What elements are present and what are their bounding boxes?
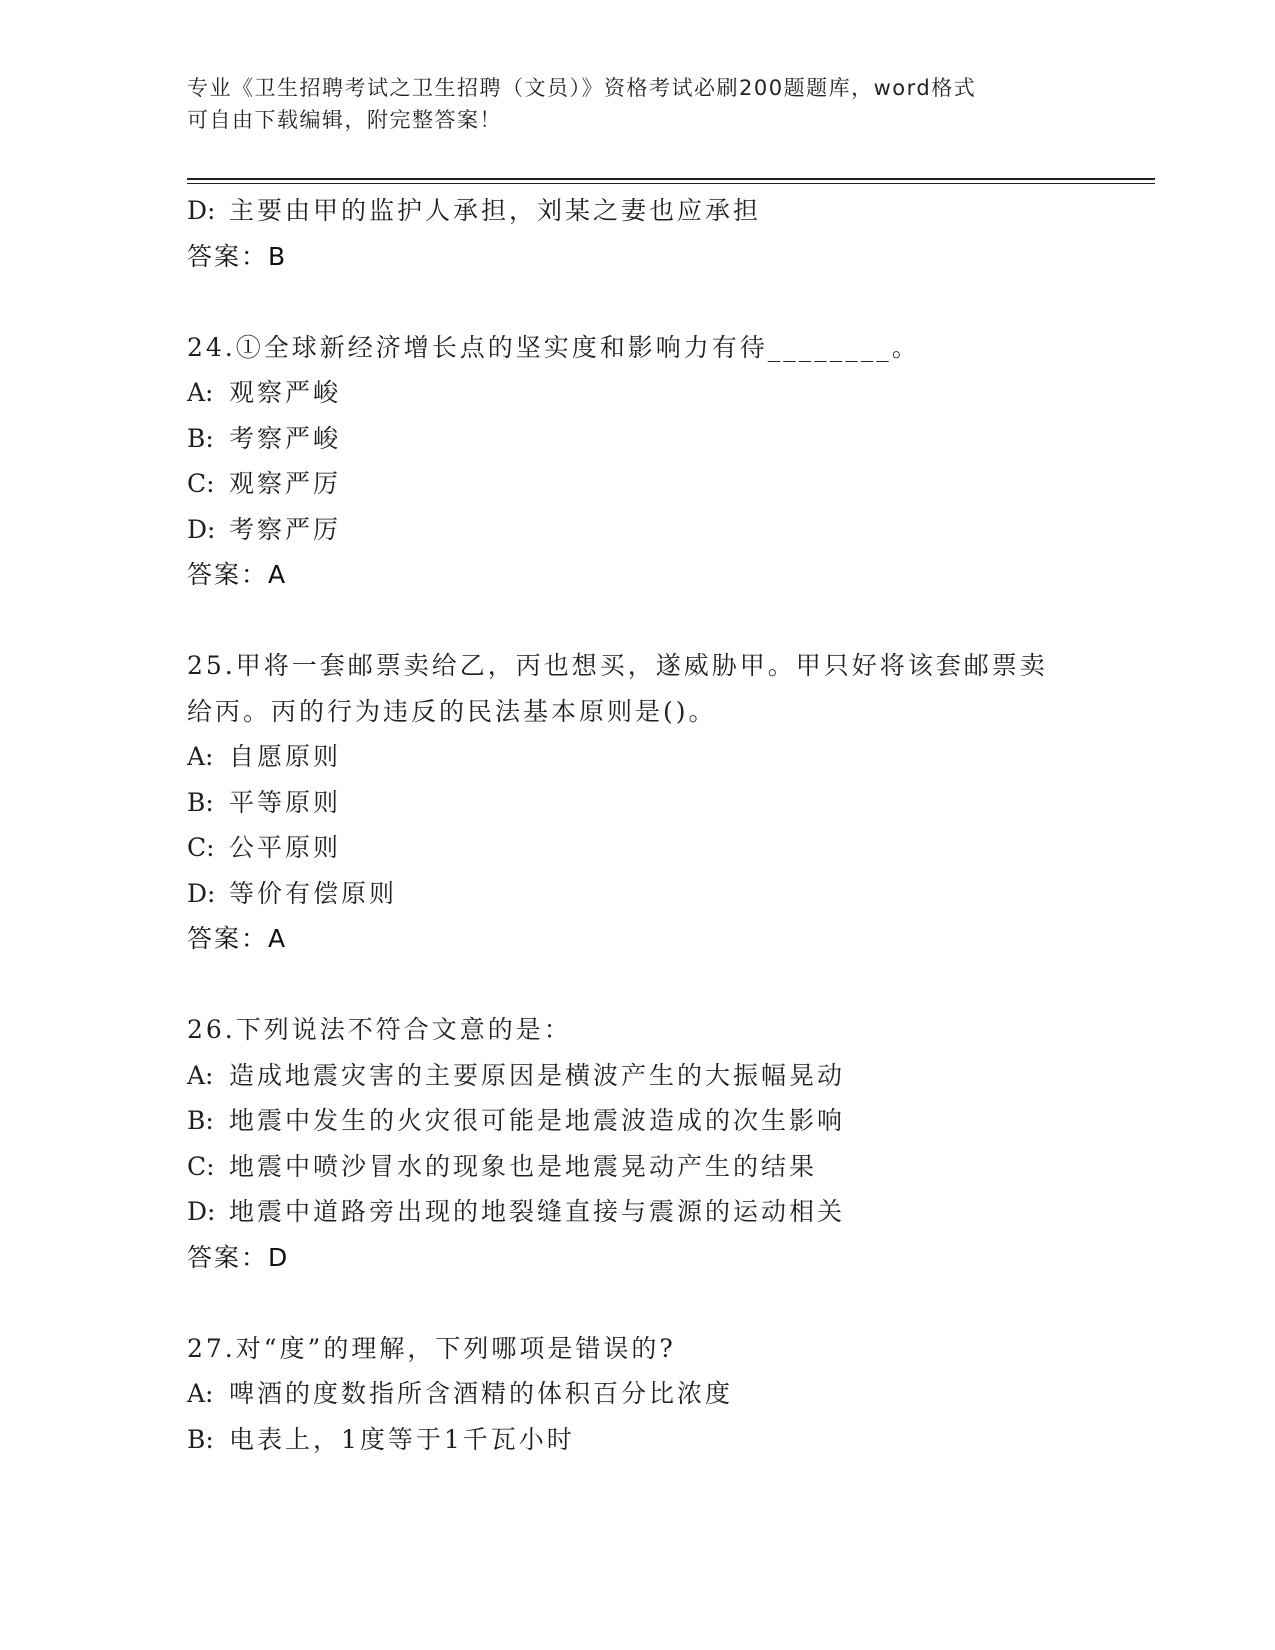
option-d [187, 871, 1155, 917]
option-text: 平等原则 [229, 787, 342, 817]
question-list [187, 188, 1155, 1462]
option-a [187, 1371, 1155, 1417]
question-stem: 24.①全球新经济增长点的坚实度和影响力有待________。 [187, 332, 920, 362]
option-text: 观察严厉 [229, 469, 342, 498]
spacer [187, 962, 1155, 1008]
question-stem: 25.甲将一套邮票卖给乙，丙也想买，遂威胁甲。甲只好将该套邮票卖 [187, 651, 1048, 680]
option-text: 地震中喷沙冒水的现象也是地震晃动产生的结果 [229, 1151, 818, 1181]
question-stem: 26.下列说法不符合文意的是： [187, 1015, 572, 1044]
spacer [187, 1280, 1155, 1326]
option-letter: C: [187, 469, 215, 498]
option-text: 地震中发生的火灾很可能是地震波造成的次生影响 [229, 1106, 846, 1135]
option-text: 考察严厉 [229, 514, 342, 544]
option-a [187, 370, 1155, 416]
option-letter: C: [187, 1151, 215, 1181]
option-b [187, 416, 1155, 462]
answer-line: 答案：D [187, 1242, 290, 1272]
option-letter: B: [187, 787, 214, 817]
option-b [187, 1098, 1155, 1144]
option-c [187, 461, 1155, 507]
option-letter: A: [187, 1379, 214, 1408]
question-stem: 27.对“度”的理解，下列哪项是错误的? [187, 1333, 676, 1363]
header-line-1: 专业《卫生招聘考试之卫生招聘（文员）》资格考试必刷200题题库，word格式 [187, 76, 977, 100]
option-letter: B: [187, 1106, 214, 1135]
spacer [187, 279, 1155, 325]
option-c [187, 825, 1155, 871]
option-letter: C: [187, 833, 215, 862]
option-text: 地震中道路旁出现的地裂缝直接与震源的运动相关 [229, 1197, 846, 1226]
option-a [187, 734, 1155, 780]
option-text: 啤酒的度数指所含酒精的体积百分比浓度 [229, 1379, 734, 1408]
option-letter: D: [187, 196, 216, 225]
option-letter: D: [187, 514, 216, 544]
header-rule-thick [187, 178, 1155, 180]
option-text: 观察严峻 [229, 378, 342, 407]
option-text: 主要由甲的监护人承担，刘某之妻也应承担 [229, 196, 762, 225]
answer-line: 答案：A [187, 560, 288, 589]
option-d [187, 188, 1155, 234]
option-letter: B: [187, 423, 214, 453]
option-d [187, 507, 1155, 553]
question-stem-continued: 给丙。丙的行为违反的民法基本原则是()。 [187, 696, 717, 726]
option-b [187, 780, 1155, 826]
option-text: 等价有偿原则 [229, 878, 398, 908]
option-a [187, 1053, 1155, 1099]
answer-line: 答案：A [187, 924, 288, 953]
option-c [187, 1144, 1155, 1190]
option-text: 公平原则 [229, 833, 342, 862]
option-letter: A: [187, 378, 214, 407]
header-rule-thin [187, 183, 1155, 184]
option-letter: A: [187, 1060, 214, 1090]
option-letter: D: [187, 1197, 216, 1226]
option-b [187, 1417, 1155, 1463]
option-letter: B: [187, 1424, 214, 1454]
option-d [187, 1189, 1155, 1235]
option-text: 自愿原则 [229, 742, 342, 771]
spacer [187, 598, 1155, 644]
option-text: 考察严峻 [229, 423, 342, 453]
option-letter: D: [187, 878, 216, 908]
option-text: 造成地震灾害的主要原因是横波产生的大振幅晃动 [229, 1060, 846, 1090]
option-letter: A: [187, 742, 214, 771]
answer-line: 答案：B [187, 241, 288, 271]
header-line-2: 可自由下载编辑，附完整答案！ [187, 108, 502, 132]
document-header [187, 72, 1067, 136]
option-text: 电表上，1度等于1千瓦小时 [229, 1424, 575, 1454]
